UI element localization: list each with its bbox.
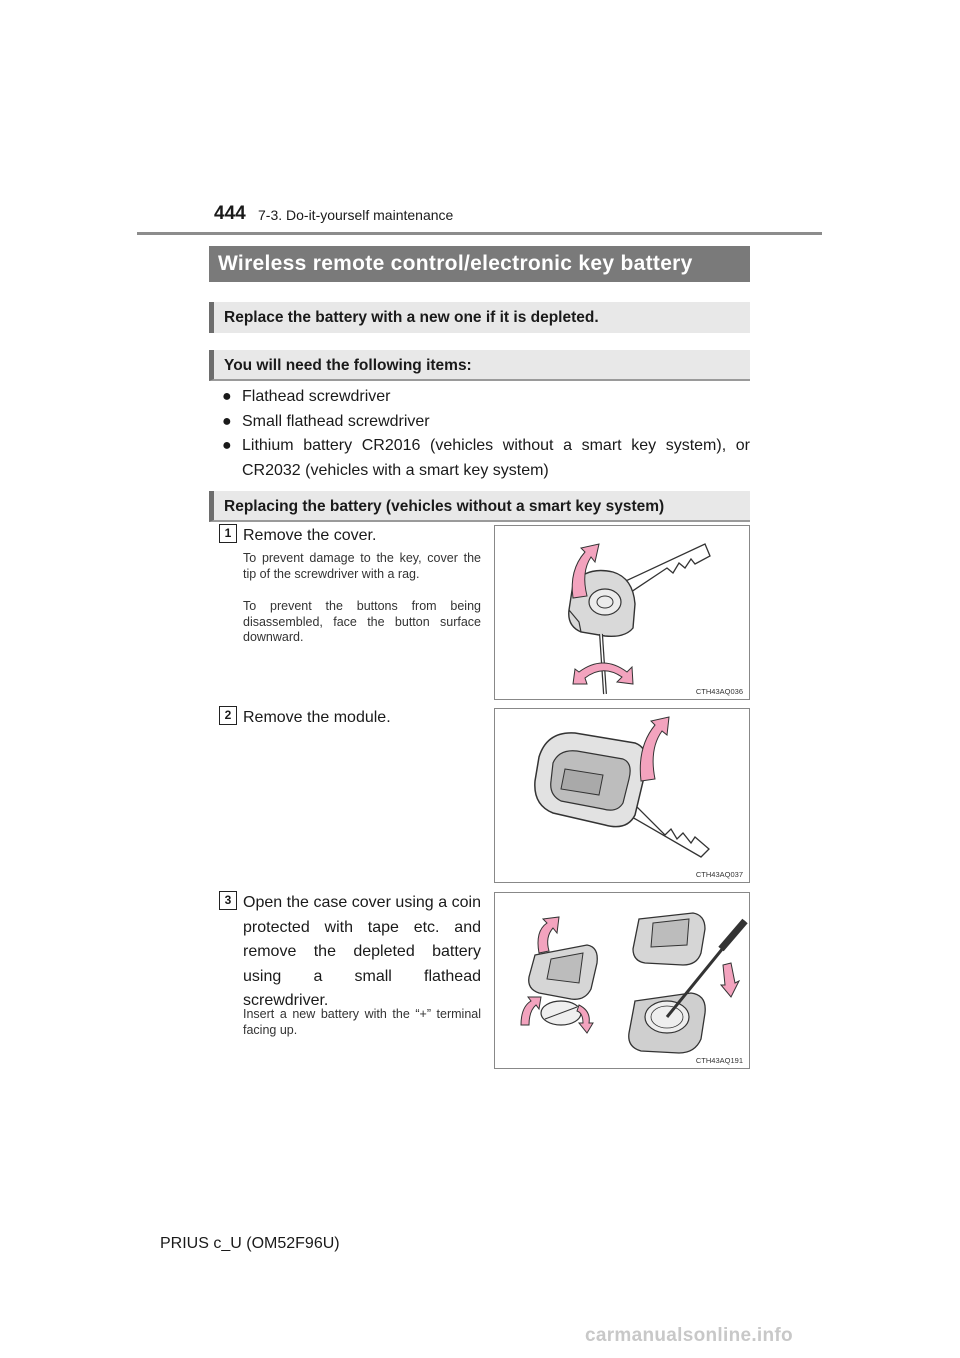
item-text: Lithium battery CR2016 (vehicles without a smart key system), or CR2032 (vehicles with a smart key system) <box>242 437 750 479</box>
step-number-1: 1 <box>219 524 237 543</box>
step-2-heading: Remove the module. <box>243 709 391 726</box>
step-1-heading: Remove the cover. <box>243 527 377 544</box>
step-3-heading: Open the case cover using a coin protected with tape etc. and remove the depleted battery using a small flathead screwdriver. <box>243 894 481 1009</box>
item-text: Flathead screwdriver <box>242 388 391 405</box>
items-box-heading: You will need the following items: <box>209 350 750 381</box>
list-item <box>222 410 750 435</box>
item-text: Small flathead screwdriver <box>242 412 430 430</box>
key-cover-illustration <box>495 526 751 701</box>
step-3-note-1: Insert a new battery with the “+” terminal facing up. <box>243 1007 481 1037</box>
replace-box-heading: Replacing the battery (vehicles without a smart key system) <box>209 491 750 522</box>
step-1-note-1: To prevent damage to the key, cover the tip of the screwdriver with a rag. <box>243 551 481 581</box>
page-number: 444 <box>214 203 246 224</box>
figure-id: CTH43AQ036 <box>695 687 743 696</box>
bullet-icon: ● <box>222 412 232 430</box>
figure-remove-cover <box>494 525 750 700</box>
step-number-3: 3 <box>219 891 237 910</box>
figure-id: CTH43AQ191 <box>695 1056 743 1065</box>
section-reference: 7-3. Do-it-yourself maintenance <box>258 207 454 223</box>
watermark: carmanualsonline.info <box>585 1325 793 1346</box>
step-number-2: 2 <box>219 706 237 725</box>
figure-id: CTH43AQ037 <box>695 870 743 879</box>
items-list <box>222 385 750 483</box>
footer-model: PRIUS c_U (OM52F96U) <box>160 1235 340 1252</box>
list-item <box>222 385 750 410</box>
battery-replacement-illustration <box>495 893 751 1070</box>
key-module-illustration <box>495 709 751 884</box>
intro-box: Replace the battery with a new one if it is depleted. <box>209 302 750 333</box>
step-1-note-2: To prevent the buttons from being disassembled, face the button surface downward. <box>243 599 481 644</box>
list-item <box>222 434 750 483</box>
figure-remove-module <box>494 708 750 883</box>
bullet-icon: ● <box>222 437 232 454</box>
figure-replace-battery <box>494 892 750 1069</box>
page-title: Wireless remote control/electronic key battery <box>209 246 750 282</box>
bullet-icon: ● <box>222 388 232 405</box>
header-rule <box>137 232 822 235</box>
